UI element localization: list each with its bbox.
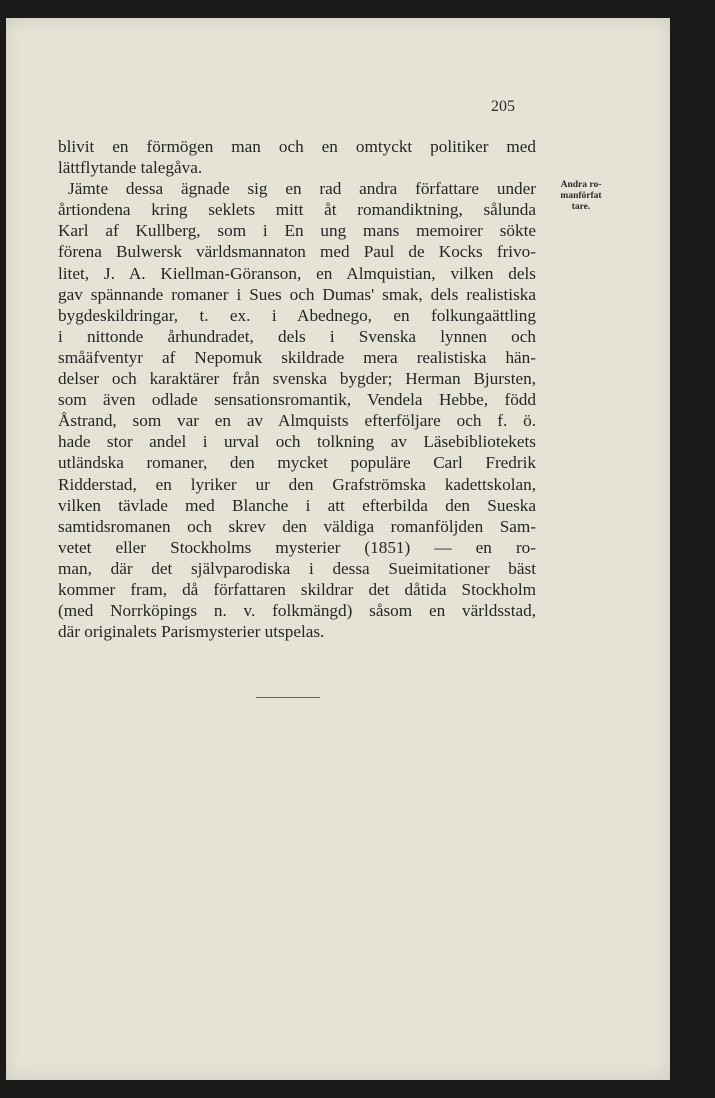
text-line: man, där det självparodiska i dessa Sueimitationer bäst — [58, 558, 536, 578]
page-number: 205 — [491, 98, 515, 115]
book-page — [6, 18, 670, 1080]
text-line: (med Norrköpings n. v. folkmängd) såsom en världsstad, — [58, 601, 536, 621]
text-line: samtidsromanen och skrev den väldiga romanföljden Sam- — [58, 516, 536, 536]
text-line: Jämte dessa ägnade sig en rad andra författare under — [68, 179, 536, 199]
text-line: vilken tävlade med Blanche i att efterbilda den Sueska — [58, 495, 536, 515]
text-line: Åstrand, som var en av Almquists efterföljare och f. ö. — [58, 411, 536, 431]
text-line: litet, J. A. Kiellman-Göranson, en Almquistian, vilken dels — [58, 263, 536, 283]
body-text — [58, 136, 536, 642]
text-line: årtiondena kring seklets mitt åt romandiktning, sålunda — [58, 200, 536, 220]
text-line: Ridderstad, en lyriker ur den Grafströmska kadettskolan, — [58, 474, 536, 494]
section-divider — [256, 697, 320, 698]
margin-note-line: manförfat — [560, 191, 602, 201]
text-line: förena Bulwersk världsmannaton med Paul de Kocks frivo- — [58, 242, 536, 262]
text-line: i nittonde århundradet, dels i Svenska lynnen och — [58, 326, 536, 346]
margin-note — [546, 180, 616, 213]
text-line: blivit en förmögen man och en omtyckt politiker med — [58, 137, 536, 156]
text-line: kommer fram, då författaren skildrar det dåtida Stockholm — [58, 579, 536, 599]
text-line: lättflytande talegåva. — [58, 158, 203, 178]
text-line: småäfventyr af Nepomuk skildrade mera realistiska hän- — [58, 347, 536, 367]
text-line: som även odlade sensationsromantik, Vendela Hebbe, född — [58, 390, 536, 410]
margin-note-line: Andra ro- — [560, 180, 602, 190]
text-line: vetet eller Stockholms mysterier (1851) — en ro- — [58, 537, 536, 557]
text-line: hade stor andel i urval och tolkning av Läsebibliotekets — [58, 432, 536, 452]
text-line: gav spännande romaner i Sues och Dumas' smak, dels realistiska — [58, 284, 536, 304]
text-line: bygdeskildringar, t. ex. i Abednego, en folkungaättling — [58, 305, 536, 325]
text-line: där originalets Parismysterier utspelas. — [58, 622, 325, 642]
text-line: Karl af Kullberg, som i En ung mans memoirer sökte — [58, 221, 536, 241]
margin-note-line: tare. — [571, 202, 591, 212]
text-line: utländska romaner, den mycket populäre Carl Fredrik — [58, 453, 536, 473]
text-line: delser och karaktärer från svenska bygder; Herman Bjursten, — [58, 369, 536, 389]
